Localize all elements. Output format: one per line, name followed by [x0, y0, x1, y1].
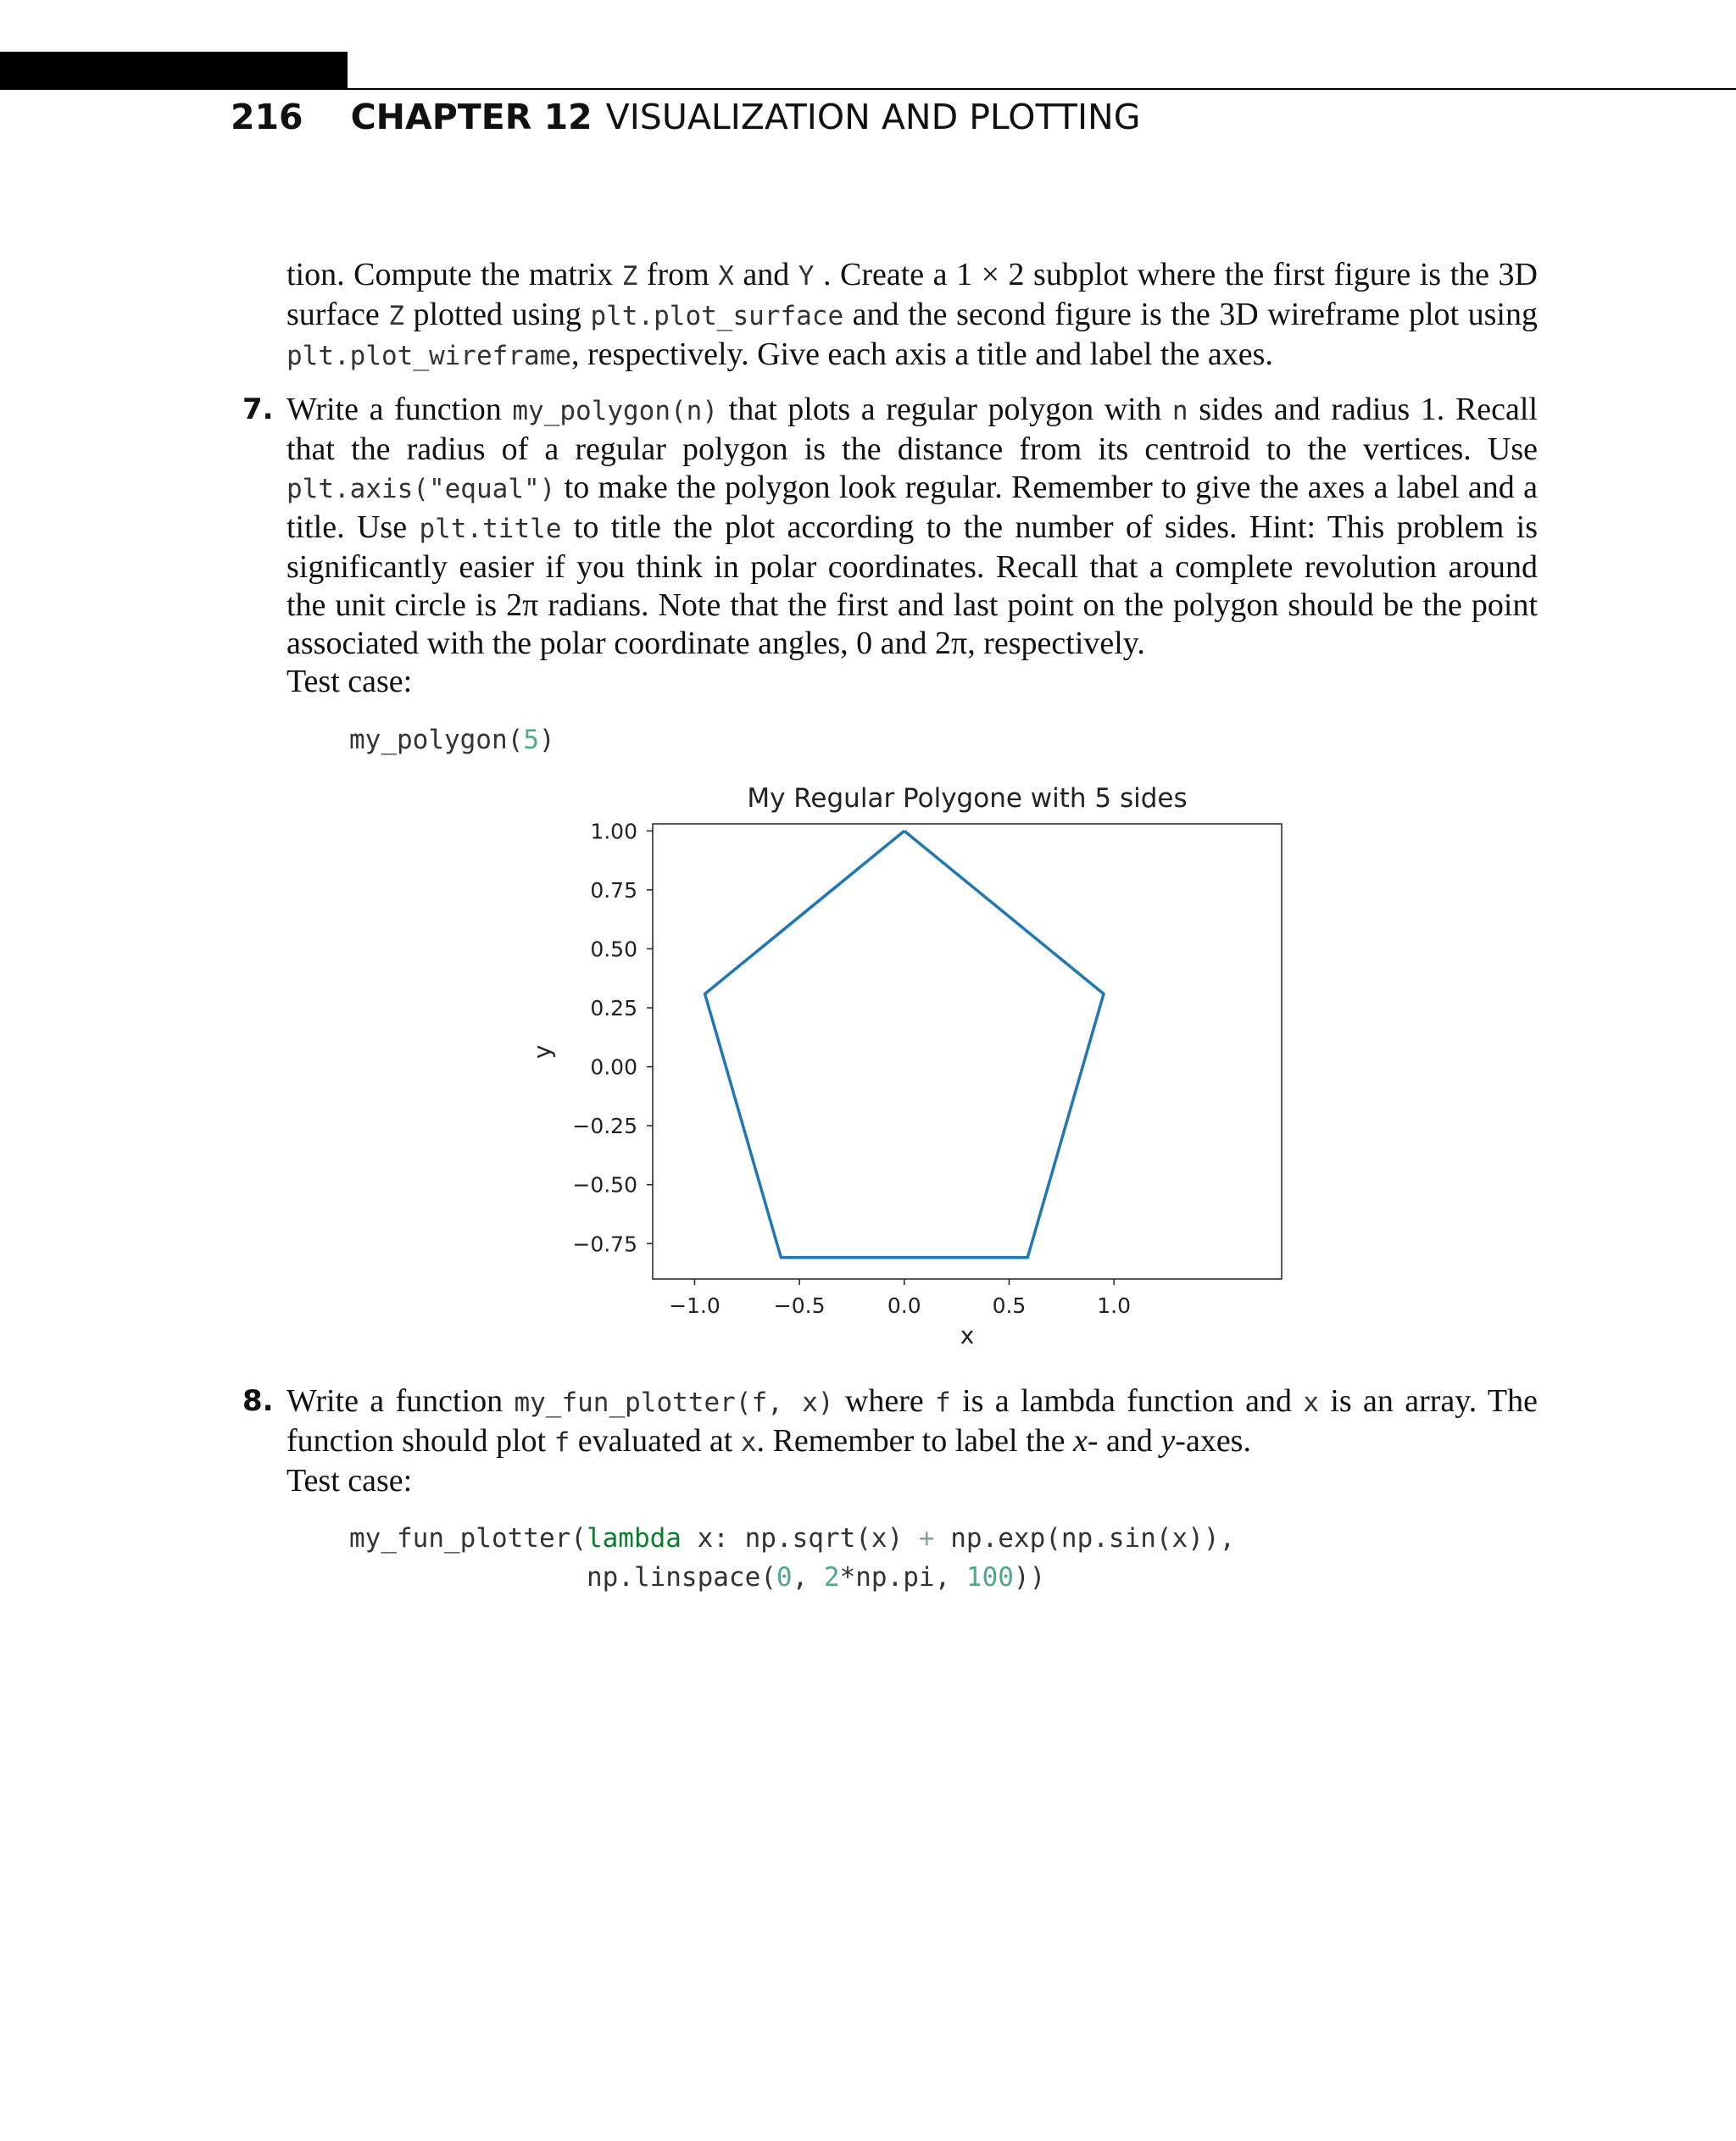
plot-frame: [653, 824, 1282, 1279]
inline-code: f: [935, 1387, 951, 1418]
y-tick-label: −0.75: [572, 1232, 637, 1257]
code-block-polygon: my_polygon(5): [349, 725, 555, 755]
y-tick-label: 0.25: [590, 996, 637, 1021]
polygon-line: [705, 831, 1104, 1257]
x-tick-label: 0.0: [887, 1293, 921, 1318]
exercise-7: 7. Write a function my_polygon(n) that plots a regular polygon with n sides and radius 1. Recall that the radius of a regular polygon is the distance from its centroid to the vertices. Use plt.axis("equal") to make the polygon look regular. Remember to give the axes a label and a title. Use plt.title to title the plot according to the number of sides. Hint: This problem is significantly easier if you think in polar coordinates. Recall that a complete revolution around the unit circle is 2π radians. Note that the first and last point on the polygon should be the point associated with the polar coordinate angles, 0 and 2π, respectively. Test case:: [242, 392, 1538, 699]
inline-code: x: [1303, 1387, 1319, 1418]
y-axis-ticks: [572, 819, 653, 1256]
inline-code: my_polygon(n): [512, 396, 719, 426]
series-group: [705, 831, 1104, 1257]
inline-code: Z: [388, 301, 404, 331]
x-tick-label: 0.5: [992, 1293, 1027, 1318]
inline-code: plt.plot_wireframe: [287, 341, 571, 371]
inline-code: x: [740, 1427, 757, 1458]
polygon-chart: [526, 784, 1288, 1352]
chapter-label: CHAPTER 12: [350, 97, 593, 137]
code-block-fun-plotter: my_fun_plotter(lambda x: np.sqrt(x) + np.exp(np.sin(x)), np.linspace(0, 2*np.pi, 100)): [349, 1523, 1236, 1593]
chart-title: My Regular Polygone with 5 sides: [747, 784, 1188, 814]
exercise-number: 8.: [242, 1384, 274, 1418]
x-tick-label: −1.0: [669, 1293, 721, 1318]
y-tick-label: 0.50: [590, 937, 637, 962]
inline-code: plt.axis("equal"): [287, 474, 556, 504]
inline-code: plt.plot_surface: [590, 301, 844, 331]
inline-code: n: [1171, 396, 1188, 426]
test-case-label: Test case:: [287, 1463, 413, 1499]
inline-code: X: [718, 261, 734, 292]
inline-code: my_fun_plotter(f, x): [514, 1387, 834, 1418]
y-tick-label: 0.00: [590, 1054, 637, 1080]
inline-code: plt.title: [419, 514, 562, 544]
x-tick-label: −0.5: [773, 1293, 826, 1318]
inline-code: Y: [798, 261, 815, 292]
y-axis-label: y: [528, 1044, 556, 1059]
y-tick-label: 1.00: [590, 819, 637, 844]
header-bar: [0, 52, 348, 90]
y-tick-label: −0.50: [572, 1172, 637, 1198]
inline-code: Z: [621, 261, 638, 292]
y-tick-label: −0.25: [572, 1114, 637, 1139]
x-tick-label: 1.0: [1097, 1293, 1132, 1318]
exercise-number: 7.: [242, 392, 274, 426]
chapter-title: VISUALIZATION AND PLOTTING: [605, 97, 1141, 137]
page-number: 216: [231, 97, 303, 137]
page-header: [231, 92, 1140, 142]
header-rule: [348, 88, 1736, 90]
x-axis-ticks: [669, 1279, 1131, 1318]
test-case-label: Test case:: [287, 664, 413, 699]
x-axis-label: x: [960, 1321, 975, 1349]
y-tick-label: 0.75: [590, 877, 637, 903]
inline-code: f: [554, 1427, 570, 1458]
paragraph-continuation: tion. Compute the matrix Z from X and Y . Create a 1 × 2 subplot where the first figure is the 3D surface Z plotted using plt.plot_surface and the second figure is the 3D wireframe plot using plt.plot_wireframe, respectively. Give each axis a title and label the axes.: [287, 257, 1538, 372]
exercise-8: 8. Write a function my_fun_plotter(f, x) where f is a lambda function and x is an array. The function should plot f evaluated at x. Remember to label the x- and y-axes. Test case:: [242, 1383, 1538, 1499]
